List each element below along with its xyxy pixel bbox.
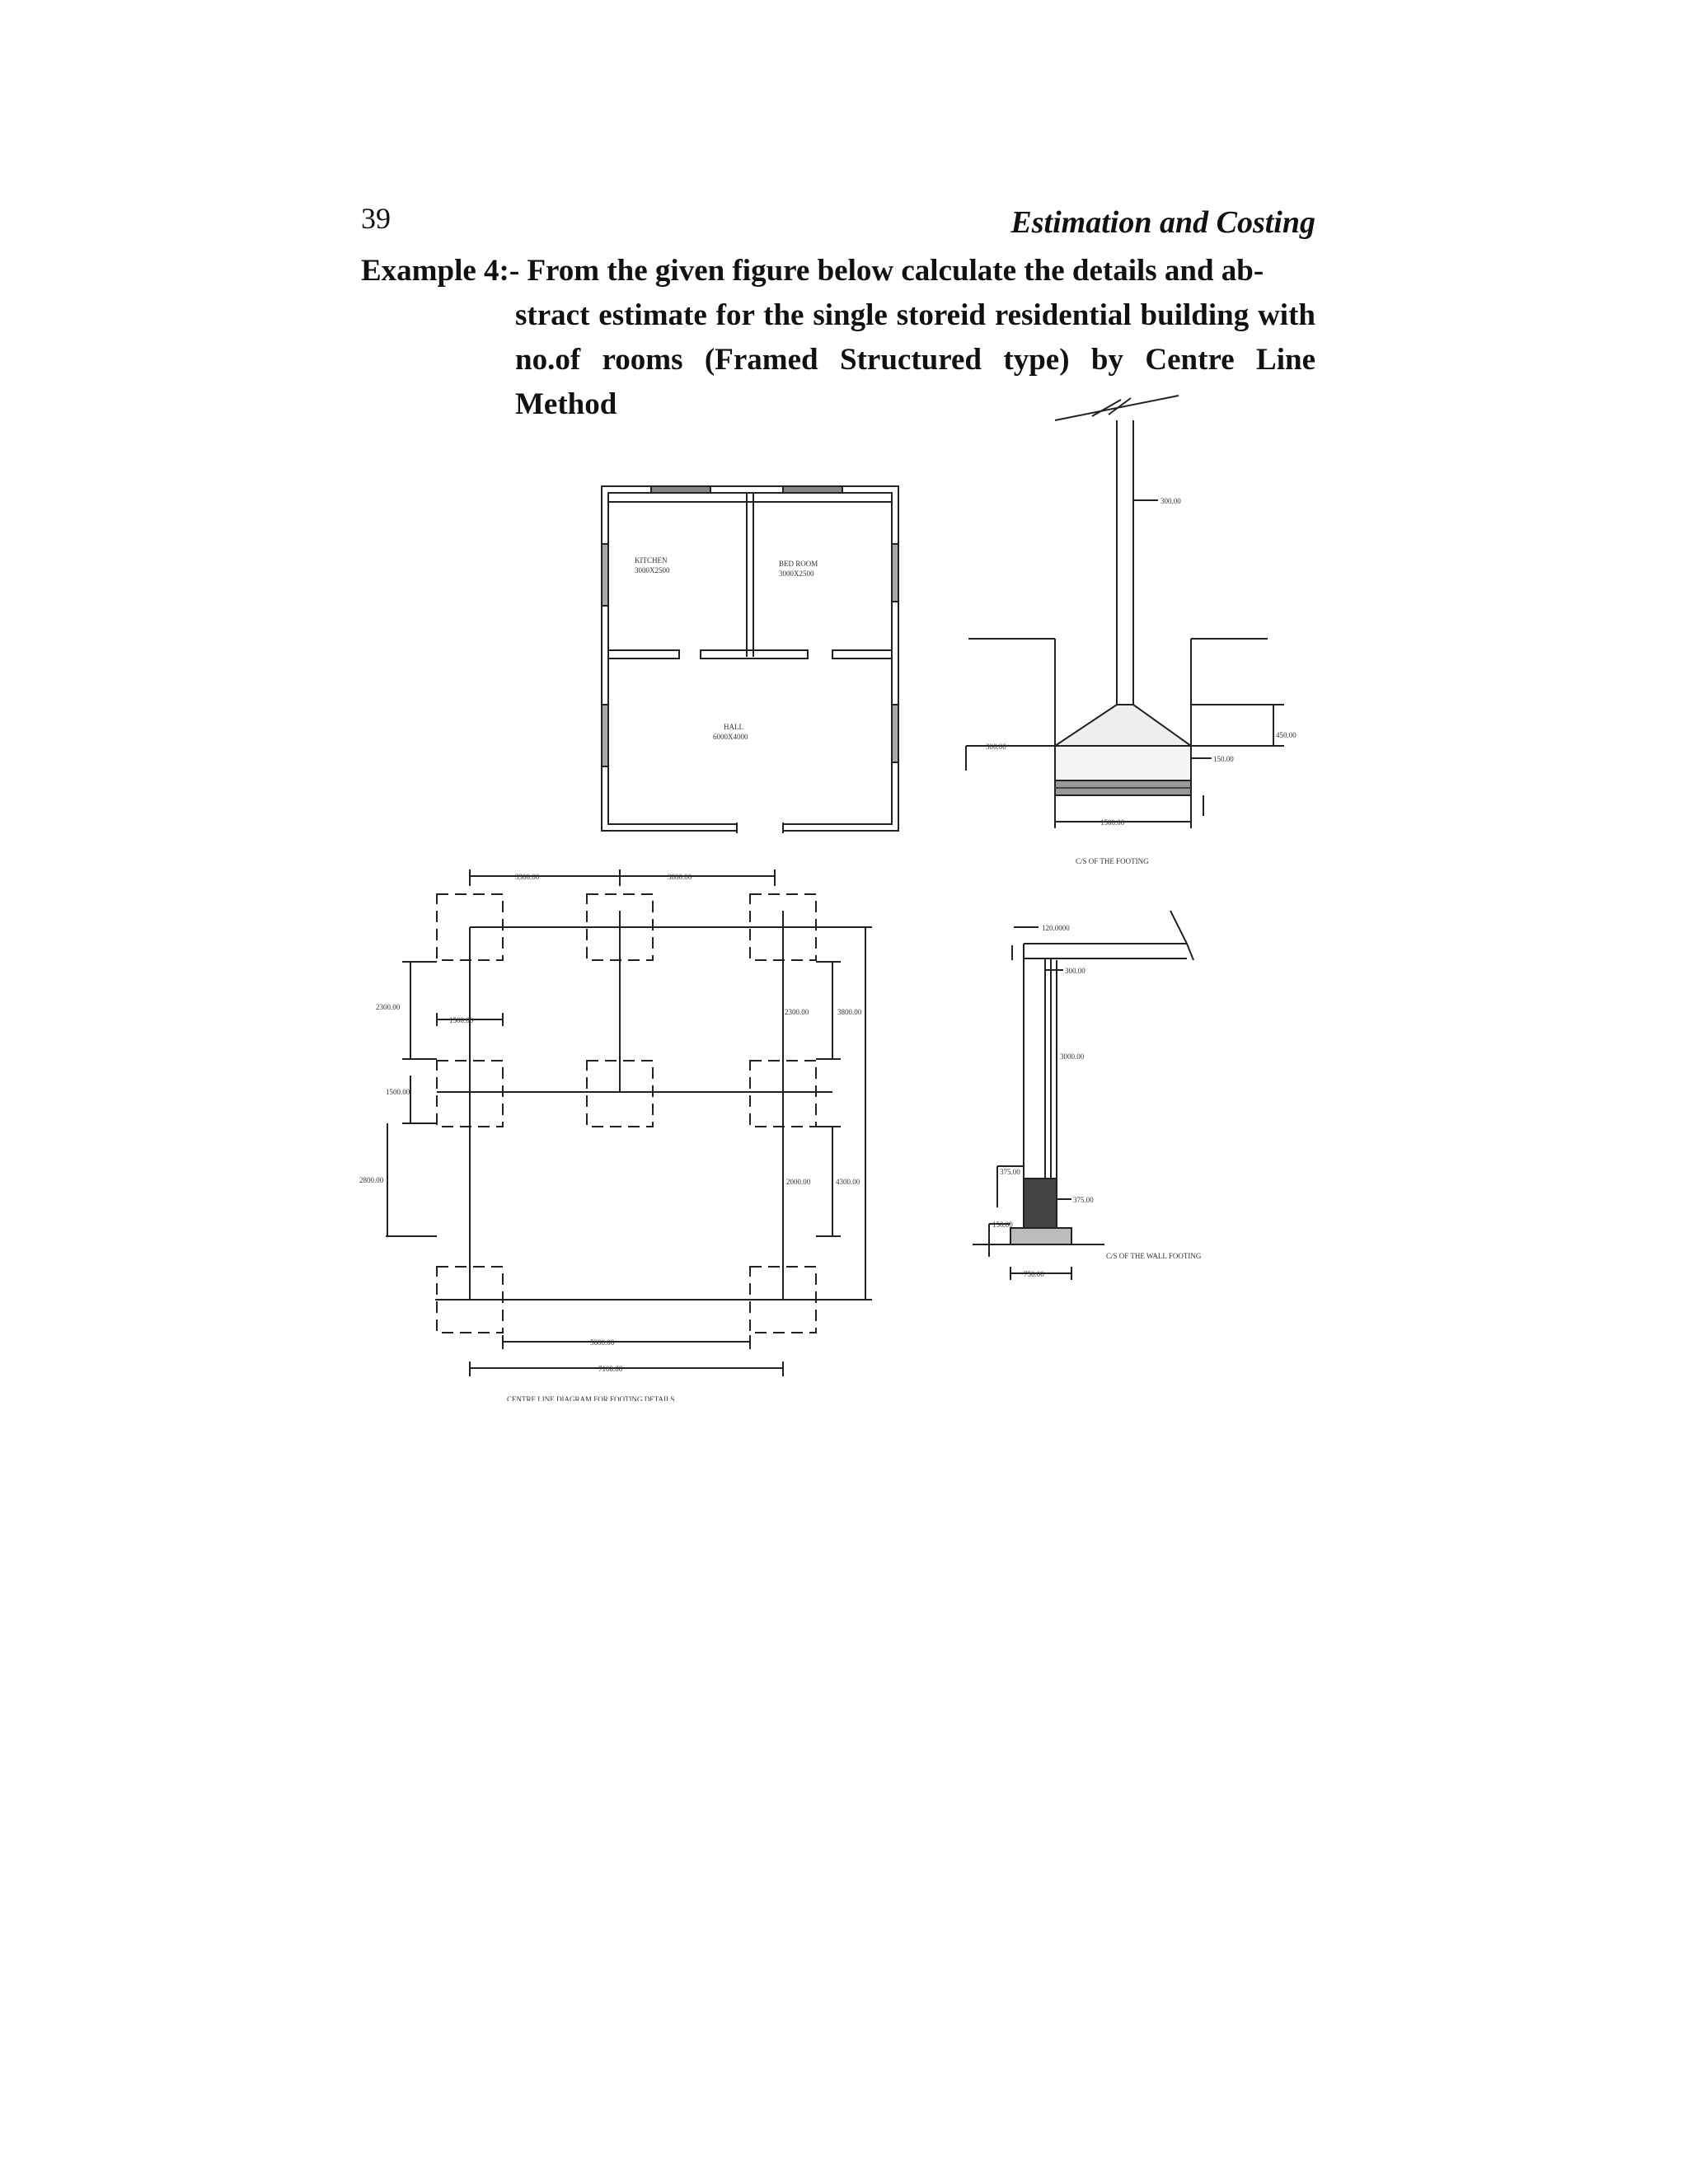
partition-left xyxy=(608,650,679,658)
floor-plan xyxy=(602,486,898,833)
window-bedroom xyxy=(783,486,842,493)
col-dim-column: 300.00 xyxy=(1160,497,1181,505)
plan-bedroom-size: 3000X2500 xyxy=(779,569,814,578)
col-dim-pcc: 150.00 xyxy=(1213,755,1234,763)
cl-dim-right-2: 2000.00 xyxy=(786,1178,811,1186)
plan-bedroom-label: BED ROOM xyxy=(779,560,818,568)
cl-dim-left-2: 1500.00 xyxy=(386,1088,410,1096)
wall-footing-caption: C/S OF THE WALL FOOTING xyxy=(1106,1252,1202,1260)
cl-dim-right-1: 2300.00 xyxy=(785,1008,809,1016)
wall-dim-plinth-left: 375.00 xyxy=(1000,1168,1020,1176)
window-kitchen xyxy=(651,486,710,493)
footing-slope xyxy=(1055,705,1191,746)
cl-dim-bottom-total: 7100.00 xyxy=(598,1365,623,1373)
wall-plinth-masonry xyxy=(1024,1179,1057,1228)
wall-dim-plinth-right: 375.00 xyxy=(1073,1196,1094,1204)
col-dim-width: 1500.00 xyxy=(1100,818,1125,827)
window-left-1 xyxy=(602,544,608,606)
example-label: Example 4:- xyxy=(361,254,520,288)
window-left-2 xyxy=(602,705,608,766)
plan-hall-label: HALL xyxy=(724,723,743,731)
column-footing-section xyxy=(966,396,1284,828)
cl-dim-bottom-inner: 5600.00 xyxy=(590,1338,615,1347)
plan-kitchen-size: 3000X2500 xyxy=(635,566,670,574)
drawing-canvas xyxy=(346,383,1335,1401)
partition-right xyxy=(832,650,892,658)
plan-hall-size: 6000X4000 xyxy=(713,733,748,741)
example-first-line-text: From the given figure below calculate the details and ab- xyxy=(527,254,1264,288)
col-dim-left: 300.00 xyxy=(986,743,1006,751)
plan-kitchen-label: KITCHEN xyxy=(635,556,668,565)
cl-dim-left-3: 2800.00 xyxy=(359,1176,384,1184)
cl-dim-right-total-1: 3800.00 xyxy=(837,1008,862,1016)
wall-dim-height: 3000.00 xyxy=(1060,1052,1085,1061)
cl-dim-top-right: 3800.00 xyxy=(668,873,692,881)
example-first-line xyxy=(361,249,1315,293)
wall-dim-pcc: 150.00 xyxy=(992,1221,1013,1229)
window-right-1 xyxy=(892,544,898,602)
footing-base xyxy=(1055,746,1191,780)
page-number: 39 xyxy=(361,202,391,235)
window-right-2 xyxy=(892,705,898,762)
cl-dim-left-inner: 1500.00 xyxy=(449,1016,474,1024)
running-header: Estimation and Costing xyxy=(1010,205,1315,240)
wall-dim-wall: 300.00 xyxy=(1065,967,1085,975)
wall-pcc-base xyxy=(1010,1228,1071,1244)
col-footing-caption: C/S OF THE FOOTING xyxy=(1076,857,1149,865)
example-continuation: stract estimate for the single storeid residential building with no.of rooms (Framed Structured type) by Centre Line Method xyxy=(515,298,1315,421)
cl-dim-left-1: 2300.00 xyxy=(376,1003,401,1011)
col-dim-depth: 450.00 xyxy=(1276,731,1296,739)
cl-diagram-caption: CENTRE LINE DIAGRAM FOR FOOTING DETAILS xyxy=(507,1395,675,1401)
cl-dim-right-total-2: 4300.00 xyxy=(836,1178,860,1186)
wall-dim-base: 750.00 xyxy=(1024,1270,1044,1278)
cl-dim-top-left: 3300.00 xyxy=(515,873,540,881)
wall-dim-slab: 120.0000 xyxy=(1042,924,1070,932)
centre-line-diagram xyxy=(386,869,872,1376)
building-drawing-figure xyxy=(346,383,1335,1401)
